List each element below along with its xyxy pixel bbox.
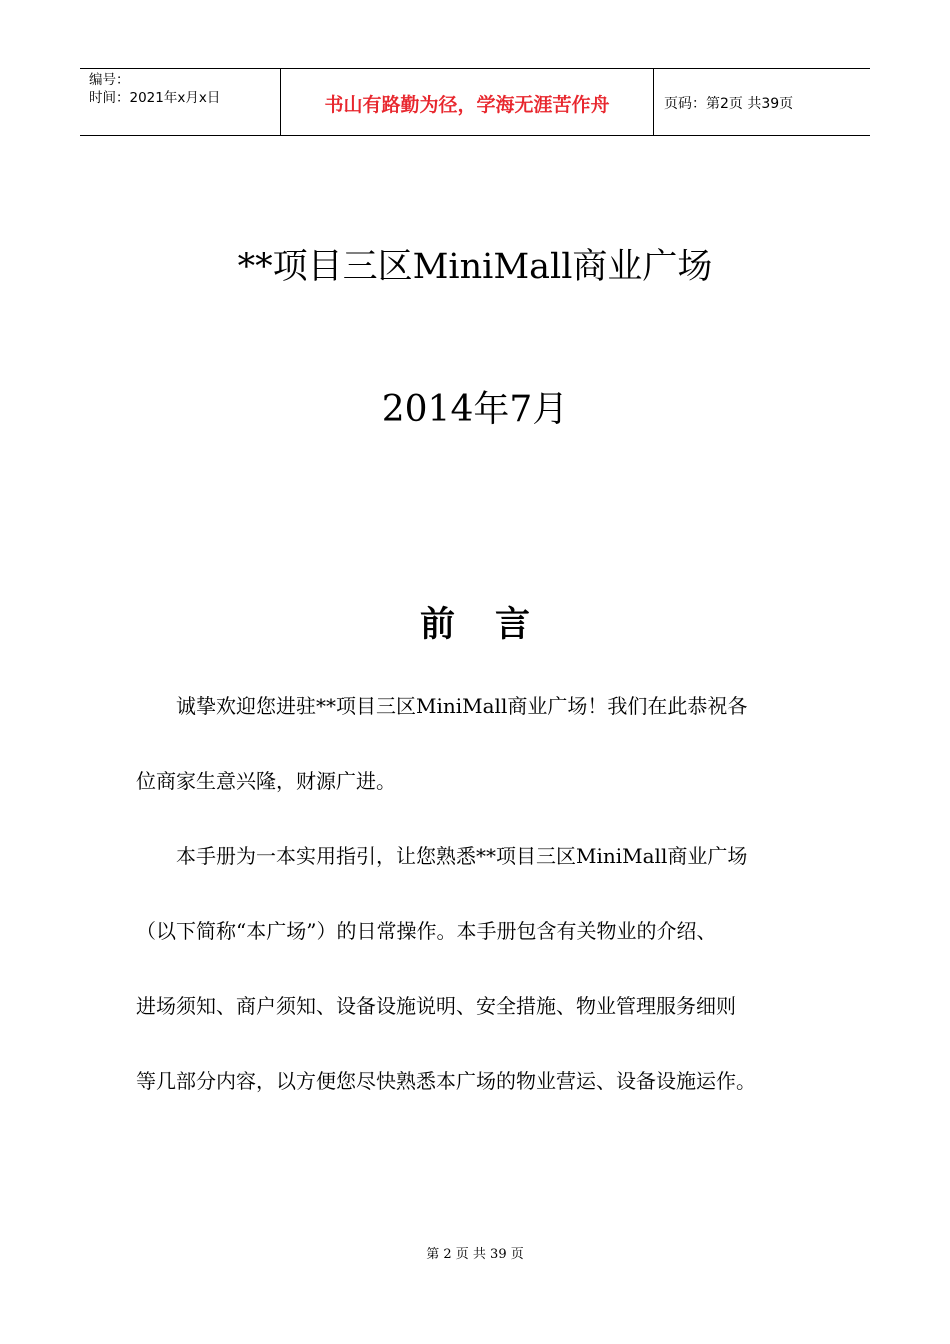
preface-heading: 前言	[419, 604, 570, 645]
document-title: **项目三区MiniMall商业广场	[237, 247, 713, 287]
document-time-label: 时间：2021年x月x日	[89, 90, 221, 106]
header-meta-cell	[80, 69, 281, 135]
preface-paragraph-2-line-3: 进场须知、商户须知、设备设施说明、安全措施、物业管理服务细则	[136, 994, 736, 1018]
preface-paragraph-2-line-4: 等几部分内容，以方便您尽快熟悉本广场的物业营运、设备设施运作。	[136, 1069, 756, 1093]
page-header	[80, 68, 870, 136]
preface-paragraph-1-line-1: 诚挚欢迎您进驻**项目三区MiniMall商业广场！我们在此恭祝各	[176, 694, 748, 718]
preface-paragraph-2-line-1: 本手册为一本实用指引，让您熟悉**项目三区MiniMall商业广场	[176, 844, 748, 868]
document-number-label: 编号：	[89, 72, 130, 88]
header-page-cell	[654, 69, 870, 135]
header-page-number: 页码：第2页 共39页	[664, 96, 794, 112]
header-motto: 书山有路勤为径，学海无涯苦作舟	[324, 93, 610, 116]
preface-paragraph-1-line-2: 位商家生意兴隆，财源广进。	[136, 769, 396, 793]
header-motto-cell	[281, 69, 654, 135]
preface-paragraph-2-line-2: （以下简称“本广场”）的日常操作。本手册包含有关物业的介绍、	[136, 919, 717, 943]
document-date: 2014年7月	[381, 389, 569, 430]
page-footer: 第 2 页 共 39 页	[426, 1247, 524, 1262]
